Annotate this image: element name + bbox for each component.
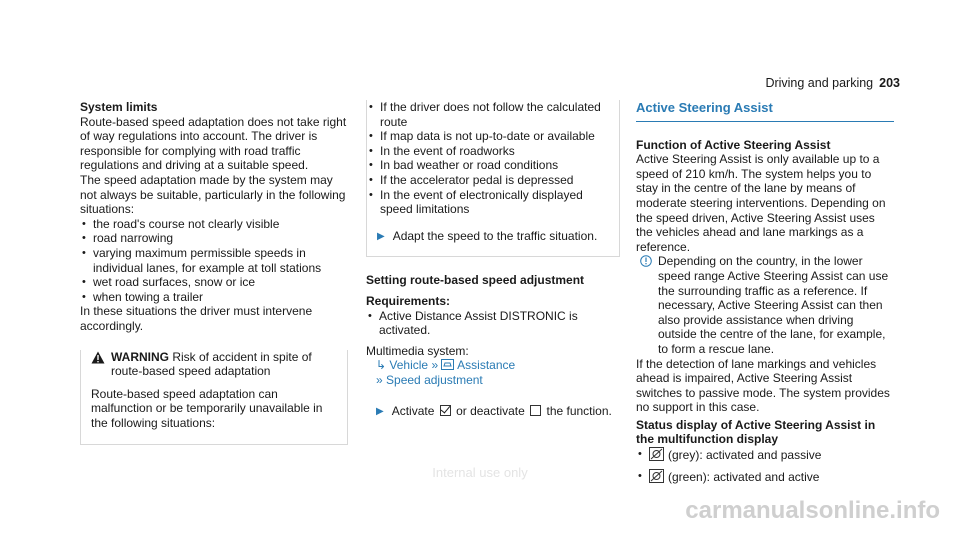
list-item: • In bad weather or road conditions — [367, 158, 609, 173]
system-limits-para2: The speed adaptation made by the system may not always be suitable, particularly in the following situations: — [80, 172, 346, 217]
column-middle — [366, 100, 620, 419]
list-item: • road narrowing — [80, 231, 348, 246]
watermark-internal: Internal use only — [432, 465, 528, 480]
checkbox-empty-icon — [530, 405, 541, 416]
column-left — [80, 100, 348, 445]
checkbox-checked-icon — [440, 405, 451, 416]
page-number: 203 — [879, 76, 900, 90]
note — [636, 254, 894, 356]
menu-path — [366, 358, 620, 373]
function-para2: If the detection of lane markings and vehicles ahead is impaired, Active Steering Assist switches to passive mode. The system provides no support in this case. — [636, 356, 890, 415]
list-item: • If map data is not up-to-date or available — [367, 129, 609, 144]
requirements-label: Requirements: — [366, 293, 451, 308]
note-text: Depending on the country, in the lower speed range Active Steering Assist can use the surrounding traffic as a reference. If necessary, Active Steering Assist can then also provide assistance when driving outside the centre of the lane, for example, to form a rescue lane. — [658, 254, 889, 356]
double-chevron-icon: » — [431, 358, 439, 373]
warning-title: Risk of accident in spite of route-based speed adaptation — [111, 349, 312, 379]
malfunction-list — [367, 100, 609, 217]
list-item — [636, 447, 894, 463]
path-vehicle: Vehicle — [389, 358, 429, 373]
watermark-site: carmanualsonline.info — [685, 497, 940, 524]
system-limits-title: System limits — [80, 100, 158, 114]
double-chevron-icon: » — [376, 372, 383, 387]
menu-path-line2 — [366, 373, 620, 388]
action-adapt-speed — [367, 229, 609, 245]
list-item: • Active Distance Assist DISTRONIC is activated. — [366, 309, 620, 338]
info-icon — [640, 255, 652, 267]
warning-label: WARNING — [111, 349, 169, 364]
warning-box — [80, 350, 348, 446]
action-text — [392, 404, 612, 419]
function-text: the function. — [546, 403, 612, 418]
setting-title: Setting route-based speed adjustment — [366, 273, 585, 288]
activate-text: Activate — [391, 403, 435, 418]
action-activate — [366, 404, 620, 420]
status-green-text: (green): activated and active — [668, 469, 820, 484]
list-item: • wet road surfaces, snow or ice — [80, 275, 348, 290]
action-arrow-icon: ▶ — [377, 230, 385, 242]
action-arrow-icon: ▶ — [376, 405, 384, 417]
page-header — [765, 76, 900, 90]
list-item: • varying maximum permissible speeds in individual lanes, for example at toll stations — [80, 246, 348, 275]
system-limits-para1: Route-based speed adaptation does not take right of way regulations into account. The driver is responsible for complying with road traffic regulations and driving at a suitable speed. — [80, 114, 347, 173]
section-title: Active Steering Assist — [636, 101, 894, 122]
list-item: • the road's course not clearly visible — [80, 217, 348, 232]
list-item: • In the event of roadworks — [367, 144, 609, 159]
warning-continued-box — [366, 100, 620, 257]
warning-body: Route-based speed adaptation can malfunction or be temporarily unavailable in the following situations: — [91, 386, 323, 430]
car-steering-icon — [441, 359, 454, 370]
path-speed-adjustment: Speed adjustment — [386, 372, 483, 387]
steering-assist-icon — [649, 447, 664, 461]
warning-header — [91, 350, 333, 379]
list-item: • If the accelerator pedal is depressed — [367, 173, 609, 188]
section-name: Driving and parking — [765, 76, 874, 90]
list-item: • If the driver does not follow the calculated route — [367, 100, 609, 129]
action-text: Adapt the speed to the traffic situation. — [392, 228, 598, 243]
list-item: • when towing a trailer — [80, 290, 348, 305]
status-title: Status display of Active Steering Assist in the multifunction display — [636, 417, 876, 447]
deactivate-text: or deactivate — [456, 403, 525, 418]
warning-triangle-icon — [91, 351, 105, 364]
path-assistance: Assistance — [457, 358, 516, 373]
list-item: • In the event of electronically displayed speed limitations — [367, 188, 609, 217]
status-grey-text: (grey): activated and passive — [668, 448, 822, 463]
function-para1: Active Steering Assist is only available up to a speed of 210 km/h. The system helps you to stay in the centre of the lane by means of moderate steering interventions. Depending on the speed driven, Active Steering Assist uses the vehicles ahead and lane markings as a reference. — [636, 152, 886, 254]
return-arrow-icon: ↳ — [376, 358, 387, 373]
multimedia-label: Multimedia system: — [366, 343, 469, 358]
function-title: Function of Active Steering Assist — [636, 137, 831, 152]
column-right — [636, 100, 894, 484]
system-limits-para3: In these situations the driver must intervene accordingly. — [80, 304, 313, 333]
situations-list — [80, 217, 348, 305]
requirements-list — [366, 309, 620, 338]
